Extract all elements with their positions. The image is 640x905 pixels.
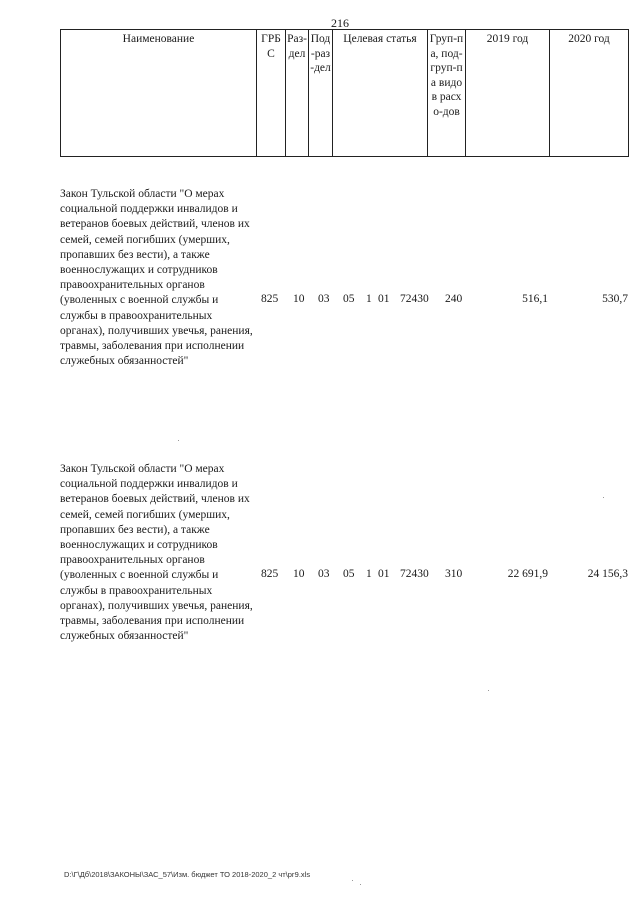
cell-2019: 516,1	[522, 293, 548, 305]
page-number: 216	[331, 16, 349, 30]
header-group: Груп-па, под-груп-па видов расхо-дов	[428, 30, 466, 157]
header-2019: 2019 год	[466, 30, 550, 157]
cell-target-direction: 72430	[400, 568, 429, 580]
row-name: Закон Тульской области "О мерах социальной поддержки инвалидов и ветеранов боевых действий, членов их семей, семей погибших (умерших, пропавших без вести), а также военнослужащих и сотрудников правоохранительных органов (уволенных с военной службы и службы в правоохранительных органах), получивших увечья, ранения, травмы, заболевания при исполнении служебных обязанностей"	[60, 463, 253, 643]
cell-target-direction: 72430	[400, 293, 429, 305]
cell-target-program: 05	[343, 293, 355, 305]
cell-target-subprogram: 1	[366, 293, 372, 305]
header-podrazdel: Под-раз-дел	[309, 30, 333, 157]
cell-2019: 22 691,9	[507, 568, 548, 580]
cell-razdel: 10	[293, 568, 305, 580]
cell-group: 240	[445, 293, 463, 305]
header-target: Целевая статья	[333, 30, 428, 157]
header-grbs: ГРБС	[257, 30, 286, 157]
cell-group: 310	[445, 568, 463, 580]
scan-speck	[360, 884, 361, 885]
scan-speck	[603, 497, 604, 498]
scan-speck	[488, 690, 489, 691]
cell-podrazdel: 03	[318, 568, 330, 580]
row-name: Закон Тульской области "О мерах социальной поддержки инвалидов и ветеранов боевых действий, членов их семей, семей погибших (умерших, пропавших без вести), а также военнослужащих и сотрудников правоохранительных органов (уволенных с военной службы и службы в правоохранительных органах), получивших увечья, ранения, травмы, заболевания при исполнении служебных обязанностей"	[60, 188, 253, 368]
cell-razdel: 10	[293, 293, 305, 305]
cell-podrazdel: 03	[318, 293, 330, 305]
cell-2020: 24 156,3	[587, 568, 628, 580]
scan-speck	[352, 880, 353, 881]
cell-target-event: 01	[378, 568, 390, 580]
table-header	[60, 29, 629, 157]
header-name: Наименование	[61, 30, 257, 157]
header-razdel: Раз-дел	[286, 30, 309, 157]
cell-target-program: 05	[343, 568, 355, 580]
footer-file-path: D:\Г\Дб\2018\ЗАКОНЫ\ЗАС_57\Изм. бюджет ТО 2018-2020_2 чт\рг9.xls	[64, 870, 311, 879]
scan-speck	[178, 440, 179, 441]
cell-target-subprogram: 1	[366, 568, 372, 580]
cell-grbs: 825	[261, 568, 279, 580]
cell-target-event: 01	[378, 293, 390, 305]
header-2020: 2020 год	[550, 30, 629, 157]
cell-grbs: 825	[261, 293, 279, 305]
cell-2020: 530,7	[602, 293, 628, 305]
